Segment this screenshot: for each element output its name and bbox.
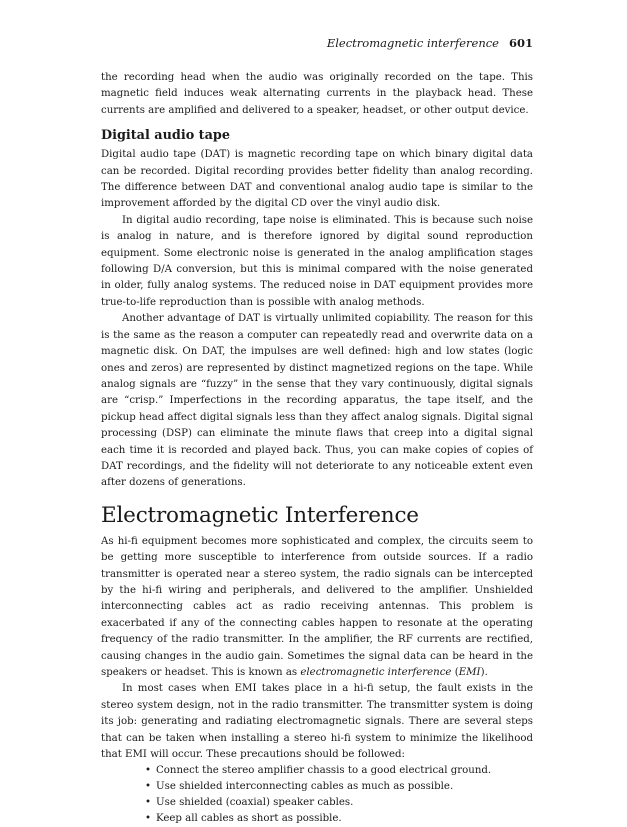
emi-abbr-close: ). (480, 667, 488, 678)
bullet-icon: • (145, 797, 152, 809)
body-text (101, 70, 533, 827)
bullet-icon: • (145, 781, 152, 793)
intro-paragraph: the recording head when the audio was originally recorded on the tape. This magnetic field induces weak alternating currents in the playback head. These currents are amplified and delivered to a speaker, headset, or other output device. (101, 72, 533, 116)
list-item-text: Connect the stereo amplifier chassis to a good electrical ground. (156, 765, 492, 777)
list-item-text: Keep all cables as short as possible. (156, 812, 342, 824)
emi-heading: Electromagnetic Interference (101, 502, 419, 528)
emi-term: electromagnetic interference (300, 667, 452, 678)
bullet-icon: • (145, 765, 152, 777)
dat-heading: Digital audio tape (101, 128, 230, 144)
page-number: 601 (508, 36, 533, 50)
dat-paragraph-2: In digital audio recording, tape noise is eliminated. This is because such noise is analog in nature, and is therefore ignored by digital sound reproduction equipment. Some electronic noise is generated in the analog amplification stages following D/A conversion, but this is minimal compared with the noise generated in older, fully analog systems. The reduced noise in DAT equipment provides more true-to-life reproduction than is possible with analog methods. (101, 214, 533, 308)
dat-paragraph-3: Another advantage of DAT is virtually unlimited copiability. The reason for this is the same as the reason a computer can repeatedly read and overwrite data on a magnetic disk. On DAT, the impulses are well defined: high and low states (logic ones and zeros) are represented by distinct magnetized regions on the tape. While analog signals are “fuzzy” in the sense that they vary continuously, digital signals are “crisp.” Imperfections in the recording apparatus, the tape itself, and the pickup head affect digital signals less than they affect analog signals. Digital signal processing (DSP) can eliminate the minute flaws that creep into a digital signal each time it is recorded and played back. Thus, you can make copies of copies of DAT recordings, and the fidelity will not deteriorate to any noticeable extent even after dozens of generations. (101, 313, 533, 489)
emi-paragraph-1-text: As hi-fi equipment becomes more sophisticated and complex, the circuits seem to be getting more susceptible to interference from outside sources. If a radio transmitter is operated near a stereo system, the radio signals can be intercepted by the hi-fi wiring and peripherals, and delivered to the amplifier. Unshielded interconnecting cables act as radio receiving antennas. This problem is exacerbated if any of the connecting cables happen to resonate at the operating frequency of the radio transmitter. In the amplifier, the RF currents are rectified, causing changes in the audio gain. Sometimes the signal data can be heard in the speakers or headset. This is known as (101, 535, 533, 678)
running-header-title: Electromagnetic interference (326, 36, 499, 50)
emi-abbreviation: EMI (458, 667, 481, 678)
precautions-list (101, 763, 533, 826)
list-item-text: Use shielded (coaxial) speaker cables. (156, 797, 354, 809)
list-item-text: Use shielded interconnecting cables as much as possible. (156, 781, 454, 793)
list-item (101, 811, 533, 827)
dat-paragraph-1: Digital audio tape (DAT) is magnetic recording tape on which binary digital data can be recorded. Digital recording provides better fidelity than analog recording. The difference between DAT and conventional analog audio tape is similar to the improvement afforded by the digital CD over the vinyl audio disk. (101, 149, 533, 210)
list-item (101, 795, 533, 811)
list-item (101, 779, 533, 795)
emi-abbr-open: ( (451, 667, 459, 678)
running-header (327, 36, 533, 50)
bullet-icon: • (145, 812, 152, 824)
emi-paragraph-2: In most cases when EMI takes place in a hi-fi setup, the fault exists in the stereo system design, not in the radio transmitter. The transmitter system is doing its job: generating and radiating electromagnetic signals. There are several steps that can be taken when installing a stereo hi-fi system to minimize the likelihood that EMI will occur. These precautions should be followed: (101, 683, 533, 761)
emi-paragraph-1 (101, 534, 533, 682)
list-item (101, 763, 533, 779)
